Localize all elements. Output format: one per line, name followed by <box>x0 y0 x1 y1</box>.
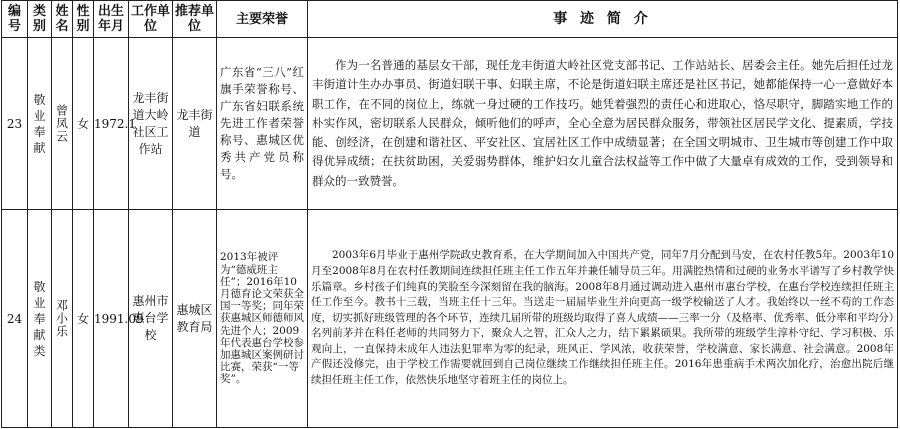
row-category: 敬业奉献类 <box>28 210 52 428</box>
row-birth: 1972.1 <box>94 38 129 210</box>
row-name: 曾凤云 <box>54 104 69 143</box>
row-num: 23 <box>2 38 28 210</box>
table-row <box>2 210 898 428</box>
header-category: 类别 <box>28 1 52 38</box>
row-name: 邓小乐 <box>54 299 69 338</box>
table-row <box>2 38 898 210</box>
header-name: 姓名 <box>52 1 73 38</box>
header-row <box>2 1 898 38</box>
row-deeds: 作为一名普通的基层女干部，现任龙丰街道大岭社区党支部书记、工作站站长、居委会主任。她先后担任过龙丰街道计生办办事员、街道妇联干事、妇联主席，不论是街道妇联主席还是社区书记，她都能保持一心一意做好本职工作，在不同的岗位上，练就一身过硬的工作技巧。她凭着强烈的责任心和进取心，恪尽职守，脚踏实地工作的朴实作风，密切联系人民群众，倾听他们的呼声，全心全意为居民群众服务，带领社区居民学文化、提素质，学技能、创经济，在创建和谐社区、平安社区、宜居社区工作中成绩显著；在全国文明城市、卫生城市等创建工作中取得优异成绩；在扶贫助困，关爱弱势群体，维护妇女儿童合法权益等工作中做了大量卓有成效的工作，受到领导和群众的一致赞誉。 <box>308 38 898 210</box>
row-name-cell <box>52 210 73 428</box>
row-name-cell <box>52 38 73 210</box>
header-deeds: 事 迹 简 介 <box>308 1 898 38</box>
row-category: 敬业奉献 <box>28 38 52 210</box>
honor-roll-table <box>1 0 898 428</box>
row-honors: 2013年被评为“德威班主任”；2016年10月德育论文荣获全国一等奖；同年荣获惠城区师德师风先进个人；2009年代表惠台学校参加惠城区案例研讨比赛，荣获“一等奖”。 <box>217 210 308 428</box>
header-gender: 性别 <box>73 1 94 38</box>
row-gender: 女 <box>73 210 94 428</box>
row-birth: 1991.09 <box>94 210 129 428</box>
header-honors: 主要荣誉 <box>217 1 308 38</box>
row-work-unit: 惠州市惠台学校 <box>129 210 173 428</box>
header-num: 编号 <box>2 1 28 38</box>
row-gender: 女 <box>73 38 94 210</box>
header-work-unit: 工作单位 <box>129 1 173 38</box>
header-birth: 出生年月 <box>94 1 129 38</box>
header-recommend-unit: 推荐单位 <box>173 1 217 38</box>
row-num: 24 <box>2 210 28 428</box>
row-recommend-unit: 龙丰街道 <box>173 38 217 210</box>
row-honors: 广东省“三八”红旗手荣誉称号、广东省妇联系统先进工作者荣誉称号、惠城区优秀共产党员称号。 <box>217 38 308 210</box>
row-recommend-unit: 惠城区教育局 <box>173 210 217 428</box>
row-work-unit: 龙丰街道大岭社区工作站 <box>129 38 173 210</box>
row-deeds: 2003年6月毕业于惠州学院政史教育系，在大学期间加入中国共产党，同年7月分配到马安，在农村任教5年。2003年10月至2008年8月在农村任教期间连续担任班主任工作五年并兼任辅导员三年。用满腔热情和过硬的业务水平谱写了乡村教学快乐篇章。乡村孩子们纯真的笑脸至今深刻留在我的脑海。2008年8月通过调动进入惠州市惠台学校，在惠台学校连续担任班主任工作至今。教书十三载，当班主任十三年。当送走一届届毕业生并向更高一级学校输送了人才。我始终以一丝不苟的工作态度，切实抓好班级管理的各个环节，连续几届所带的班级均取得了喜人成绩——三率一分（及格率、优秀率、低分率和平均分）名列前茅并在科任老师的共同努力下，聚众人之智，汇众人之力，结下累累硕果。我所带的班级学生淳朴守纪、学习积极、乐观向上，一直保持未成年人违法犯罪率为零的纪录，班风正、学风浓，收获荣誉，学校满意、家长满意、社会满意。2008年产假还没修完，由于学校工作需要就回到自己岗位继续工作继续担任班主任。2016年患重病手术两次加化疗，治愈出院后继续担任班主任工作，依然快乐地坚守着班主任的岗位上。 <box>308 210 898 428</box>
